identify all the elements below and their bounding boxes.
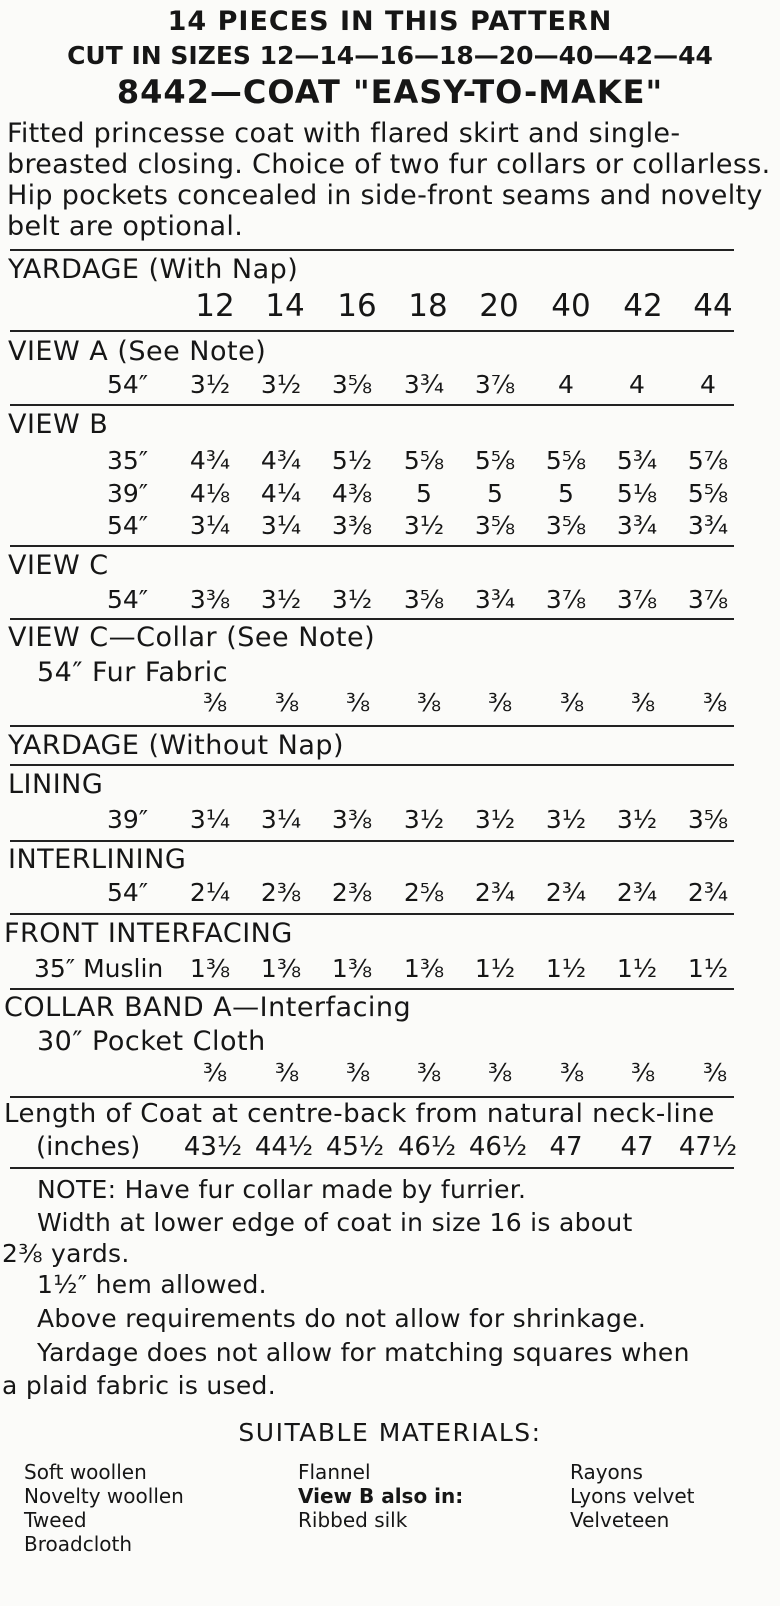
- yardage-cell: 2¾: [545, 878, 587, 907]
- size-cell: 18: [408, 288, 448, 324]
- divider: [10, 840, 734, 842]
- yardage-cell: 1⅜: [331, 954, 373, 983]
- fabric-width: 54″: [107, 878, 149, 907]
- yardage-cell: 3⅝: [687, 805, 729, 834]
- size-header-row: [0, 288, 780, 328]
- yardage-cell: 4¾: [189, 446, 231, 475]
- yardage-cell: ⅜: [416, 688, 442, 717]
- fabric-width: 54″: [107, 585, 149, 614]
- yardage-cell: 3⅞: [545, 585, 587, 614]
- list-item: Novelty woollen: [24, 1484, 184, 1508]
- yardage-cell: 4¼: [260, 479, 302, 508]
- yardage-cell: 5¾: [616, 446, 658, 475]
- yardage-cell: 2⅜: [260, 878, 302, 907]
- yardage-cell: ⅜: [559, 1058, 585, 1087]
- table-row: [0, 1132, 780, 1166]
- yardage-cell: 3½: [260, 370, 302, 399]
- divider: [10, 1167, 734, 1169]
- table-row: [0, 446, 780, 480]
- yardage-cell: 5½: [331, 446, 373, 475]
- fur-fabric-label: 54″ Fur Fabric: [37, 657, 229, 688]
- divider: [10, 988, 734, 990]
- yardage-cell: 4⅜: [331, 479, 373, 508]
- list-item: Tweed: [24, 1508, 87, 1532]
- pattern-title: 8442—COAT "EASY-TO-MAKE": [116, 73, 664, 111]
- size-cell: 12: [195, 288, 235, 324]
- yardage-cell: ⅜: [559, 688, 585, 717]
- divider: [10, 618, 734, 620]
- yardage-cell: 4: [558, 370, 574, 399]
- fabric-width: 54″: [107, 511, 149, 540]
- yardage-cell: 3⅝: [474, 511, 516, 540]
- fabric-width: 54″: [107, 370, 149, 399]
- yardage-cell: 3⅜: [331, 511, 373, 540]
- size-cell: 20: [479, 288, 519, 324]
- list-item: Velveteen: [570, 1508, 670, 1532]
- yardage-cell: ⅜: [202, 688, 228, 717]
- yardage-cell: 5⅝: [474, 446, 516, 475]
- yardage-cell: 3¾: [403, 370, 445, 399]
- list-item: Soft woollen: [24, 1460, 147, 1484]
- yardage-cell: 3½: [545, 805, 587, 834]
- yardage-cell: 5⅛: [616, 479, 658, 508]
- yardage-cell: ⅜: [416, 1058, 442, 1087]
- view-a-label: VIEW A (See Note): [8, 336, 267, 367]
- yardage-cell: 3¼: [189, 511, 231, 540]
- pocket-cloth-label: 30″ Pocket Cloth: [37, 1026, 266, 1057]
- divider: [10, 764, 734, 766]
- note-width-line1: Width at lower edge of coat in size 16 is about: [37, 1208, 633, 1237]
- yardage-cell: 3⅞: [474, 370, 516, 399]
- table-row: [0, 585, 780, 619]
- view-b-label: VIEW B: [8, 409, 109, 440]
- size-cell: 44: [693, 288, 733, 324]
- yardage-cell: 4: [700, 370, 716, 399]
- yardage-cell: 5⅝: [687, 479, 729, 508]
- note-shrinkage: Above requirements do not allow for shrinkage.: [37, 1304, 647, 1333]
- divider: [10, 249, 734, 251]
- yardage-cell: ⅜: [345, 1058, 371, 1087]
- size-cell: 40: [551, 288, 591, 324]
- yardage-cell: 3½: [474, 805, 516, 834]
- yardage-cell: 3⅞: [616, 585, 658, 614]
- materials-column-2: [298, 1460, 463, 1532]
- yardage-cell: 2⅜: [331, 878, 373, 907]
- table-row: [0, 878, 780, 912]
- yardage-cell: 4: [629, 370, 645, 399]
- length-cell: 45½: [325, 1132, 385, 1162]
- length-cell: 46½: [397, 1132, 457, 1162]
- yardage-cell: ⅜: [345, 688, 371, 717]
- yardage-cell: 2¼: [189, 878, 231, 907]
- yardage-cell: 3⅝: [331, 370, 373, 399]
- inches-label: (inches): [36, 1132, 141, 1162]
- note-width-line2: 2⅜ yards.: [2, 1239, 130, 1268]
- yardage-cell: 3¼: [260, 805, 302, 834]
- length-cell: 47½: [678, 1132, 738, 1162]
- yardage-cell: 5⅝: [545, 446, 587, 475]
- yardage-cell: ⅜: [702, 1058, 728, 1087]
- view-c-collar-label: VIEW C—Collar (See Note): [8, 622, 376, 653]
- yardage-cell: 3½: [403, 511, 445, 540]
- table-row: [0, 479, 780, 513]
- yardage-cell: 3½: [616, 805, 658, 834]
- table-row: [0, 1058, 780, 1092]
- divider: [10, 404, 734, 406]
- length-cell: 47: [549, 1132, 583, 1162]
- yardage-cell: ⅜: [702, 688, 728, 717]
- pieces-heading: 14 PIECES IN THIS PATTERN: [167, 6, 613, 37]
- yardage-with-nap-label: YARDAGE (With Nap): [8, 254, 299, 285]
- yardage-cell: 3¾: [616, 511, 658, 540]
- yardage-cell: 5⅞: [687, 446, 729, 475]
- list-item: View B also in:: [298, 1484, 464, 1508]
- fabric-width: 39″: [107, 805, 149, 834]
- lining-label: LINING: [8, 769, 104, 800]
- yardage-cell: 3⅝: [403, 585, 445, 614]
- yardage-cell: 3¾: [474, 585, 516, 614]
- materials-column-3: [570, 1460, 695, 1532]
- yardage-cell: 3⅝: [545, 511, 587, 540]
- divider: [10, 330, 734, 332]
- table-row: [0, 688, 780, 722]
- yardage-cell: ⅜: [202, 1058, 228, 1087]
- yardage-cell: 1½: [474, 954, 516, 983]
- yardage-cell: 2¾: [616, 878, 658, 907]
- yardage-cell: ⅜: [630, 1058, 656, 1087]
- yardage-cell: 5⅝: [403, 446, 445, 475]
- length-cell: 47: [620, 1132, 654, 1162]
- yardage-cell: 5: [558, 479, 574, 508]
- yardage-cell: 3⅜: [331, 805, 373, 834]
- yardage-cell: 5: [487, 479, 503, 508]
- yardage-cell: 1⅜: [189, 954, 231, 983]
- yardage-cell: 3¾: [687, 511, 729, 540]
- table-row: [0, 511, 780, 545]
- divider: [10, 545, 734, 547]
- size-cell: 14: [265, 288, 305, 324]
- yardage-cell: 2⅝: [403, 878, 445, 907]
- yardage-cell: 3½: [403, 805, 445, 834]
- yardage-cell: 3½: [189, 370, 231, 399]
- divider: [10, 725, 734, 727]
- yardage-without-nap-label: YARDAGE (Without Nap): [8, 730, 345, 761]
- yardage-cell: 2¾: [687, 878, 729, 907]
- yardage-cell: 4⅛: [189, 479, 231, 508]
- yardage-cell: 1⅜: [403, 954, 445, 983]
- yardage-cell: 3⅜: [189, 585, 231, 614]
- divider: [10, 1096, 734, 1098]
- note-fur-collar: NOTE: Have fur collar made by furrier.: [37, 1175, 527, 1204]
- list-item: Flannel: [298, 1460, 371, 1484]
- fabric-width: 39″: [107, 479, 149, 508]
- list-item: Lyons velvet: [570, 1484, 695, 1508]
- length-cell: 43½: [183, 1132, 243, 1162]
- note-plaid-line2: a plaid fabric is used.: [2, 1371, 276, 1400]
- interlining-label: INTERLINING: [8, 844, 187, 875]
- yardage-cell: 1½: [616, 954, 658, 983]
- list-item: Rayons: [570, 1460, 643, 1484]
- yardage-cell: 3½: [260, 585, 302, 614]
- yardage-cell: ⅜: [274, 1058, 300, 1087]
- sizes-heading: CUT IN SIZES 12—14—16—18—20—40—42—44: [67, 41, 713, 70]
- table-row: [0, 954, 780, 988]
- yardage-cell: 5: [416, 479, 432, 508]
- coat-length-label: Length of Coat at centre-back from natural neck-line: [4, 1099, 715, 1129]
- length-cell: 44½: [254, 1132, 314, 1162]
- yardage-cell: ⅜: [487, 688, 513, 717]
- note-plaid-line1: Yardage does not allow for matching squares when: [37, 1338, 690, 1367]
- pattern-description: Fitted princesse coat with flared skirt and single-breasted closing. Choice of two fur collars or collarless. Hip pockets concealed in side-front seams and novelty belt are optional.: [7, 118, 771, 242]
- collar-band-label: COLLAR BAND A—Interfacing: [4, 992, 412, 1023]
- yardage-cell: ⅜: [630, 688, 656, 717]
- divider: [10, 913, 734, 915]
- yardage-cell: 3¼: [189, 805, 231, 834]
- fabric-width: 35″ Muslin: [34, 954, 164, 983]
- yardage-cell: ⅜: [487, 1058, 513, 1087]
- yardage-cell: 3⅞: [687, 585, 729, 614]
- yardage-cell: 1½: [545, 954, 587, 983]
- yardage-cell: 1½: [687, 954, 729, 983]
- note-hem: 1½″ hem allowed.: [37, 1270, 267, 1299]
- yardage-cell: 1⅜: [260, 954, 302, 983]
- yardage-cell: ⅜: [274, 688, 300, 717]
- fabric-width: 35″: [107, 446, 149, 475]
- front-interfacing-label: FRONT INTERFACING: [4, 918, 293, 949]
- view-c-label: VIEW C: [8, 550, 109, 581]
- length-cell: 46½: [468, 1132, 528, 1162]
- list-item: Ribbed silk: [298, 1508, 408, 1532]
- yardage-cell: 2¾: [474, 878, 516, 907]
- size-cell: 42: [623, 288, 663, 324]
- materials-column-1: [24, 1460, 184, 1556]
- table-row: [0, 805, 780, 839]
- suitable-materials-heading: SUITABLE MATERIALS:: [238, 1418, 542, 1447]
- table-row: [0, 370, 780, 404]
- yardage-cell: 4¾: [260, 446, 302, 475]
- yardage-cell: 3½: [331, 585, 373, 614]
- list-item: Broadcloth: [24, 1532, 132, 1556]
- size-cell: 16: [337, 288, 377, 324]
- yardage-cell: 3¼: [260, 511, 302, 540]
